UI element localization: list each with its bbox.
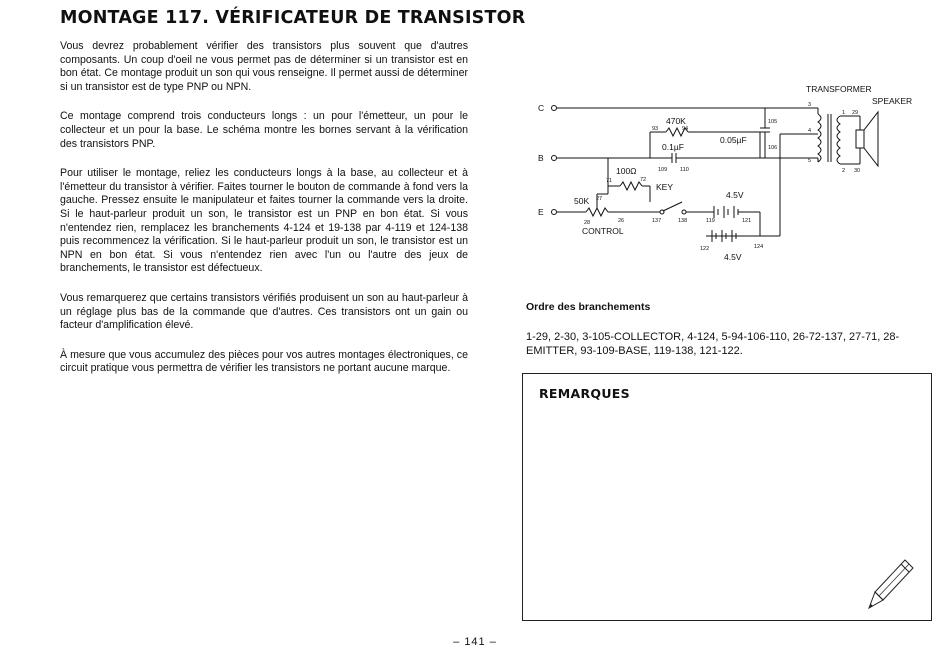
- key-label: KEY: [656, 182, 674, 192]
- terminal-105: 105: [768, 119, 778, 125]
- transformer-label: TRANSFORMER: [806, 84, 872, 94]
- terminal-26: 26: [618, 218, 625, 224]
- transformer-symbol: [814, 114, 860, 164]
- terminal-94: 94: [682, 126, 689, 132]
- speaker-label: SPEAKER: [872, 96, 913, 106]
- battery-1-icon: [706, 206, 744, 218]
- emitter-terminal: [552, 210, 557, 215]
- terminal-119: 119: [706, 218, 715, 224]
- paragraph-conclusion: À mesure que vous accumulez des pièces pour vos autres montages électroniques, ce circuit pratique vous permettra de vérifier les transistors ne portant aucune marque.: [60, 348, 468, 375]
- terminal-93: 93: [652, 126, 659, 132]
- connections-list: 1-29, 2-30, 3-105-COLLECTOR, 4-124, 5-94-106-110, 26-72-137, 27-71, 28-EMITTER, 93-109-BASE, 119-138, 121-122.: [526, 331, 900, 357]
- resistor-470k-label: 470K: [666, 116, 686, 126]
- base-terminal: [552, 156, 557, 161]
- collector-terminal: [552, 106, 557, 111]
- terminal-138: 138: [678, 218, 688, 224]
- circuit-schematic: [520, 76, 925, 291]
- control-potentiometer[interactable]: [586, 208, 608, 216]
- control-label: CONTROL: [582, 226, 624, 236]
- base-label: B: [538, 153, 544, 163]
- terminal-2: 2: [842, 168, 846, 174]
- notes-box: [522, 373, 932, 621]
- collector-label: C: [538, 103, 545, 113]
- resistor-100-ohm-label: 100Ω: [616, 166, 637, 176]
- paragraph-usage: Pour utiliser le montage, reliez les conducteurs longs à la base, au collecteur et à l'émetteur du transistor à vérifier. Faites tourner le bouton de commande à fond vers la gauche. Pressez ensuite le manipulateur et faites tourner la commande vers la droite. Si le haut-parleur produit un son, le transistor est un PNP en bon état. Si vous n'entendez rien, remplacez les branchements 4-124 et 19-138 par 4-119 et 124-138 puis recommencez la vérification. Si le haut-parleur produit un son, le transistor est un NPN en bon état. Si vous n'entendez rien avec l'un ou l'autre des jeux de branchements, le transistor est défectueux.: [60, 167, 468, 275]
- terminal-29: 29: [852, 110, 859, 116]
- terminal-27: 27: [596, 196, 603, 202]
- terminal-4: 4: [808, 128, 812, 134]
- terminal-124: 124: [754, 244, 764, 250]
- terminal-71: 71: [606, 178, 613, 184]
- paragraph-intro: Vous devrez probablement vérifier des transistors plus souvent que d'autres composants. Un coup d'oeil ne vous permet pas de déterminer si un transistor est en bon état. Ce montage produit un son qui vous renseigne. Il permet aussi de déterminer si un transistor est de type PNP ou NPN.: [60, 40, 468, 93]
- speaker-icon: [856, 112, 878, 166]
- capacitor-0-1uf-label: 0.1µF: [662, 142, 684, 152]
- pencil-icon: [865, 556, 917, 614]
- terminal-109: 109: [658, 167, 668, 173]
- key-switch[interactable]: [663, 202, 682, 211]
- terminal-5: 5: [808, 158, 812, 164]
- terminal-1: 1: [842, 110, 846, 116]
- terminal-72: 72: [640, 177, 647, 183]
- terminal-137: 137: [652, 218, 662, 224]
- page-number: – 141 –: [453, 636, 497, 648]
- terminal-30: 30: [854, 168, 861, 174]
- instructions-column: [60, 40, 468, 392]
- connections-heading: Ordre des branchements: [526, 301, 651, 313]
- resistor-100-ohm: [620, 182, 642, 190]
- terminal-106: 106: [768, 145, 778, 151]
- terminal-122: 122: [700, 246, 710, 252]
- notes-heading: REMARQUES: [539, 386, 630, 401]
- terminal-121: 121: [742, 218, 752, 224]
- battery-2-voltage: 4.5V: [724, 252, 742, 262]
- battery-1-voltage: 4.5V: [726, 190, 744, 200]
- capacitor-0-05uf-label: 0.05µF: [720, 135, 747, 145]
- emitter-label: E: [538, 207, 544, 217]
- terminal-3: 3: [808, 102, 812, 108]
- paragraph-gain: Vous remarquerez que certains transistors vérifiés produisent un son au haut-parleur à un réglage plus bas de la commande que d'autres. Ces transistors ont un gain ou facteur d'amplification élevé.: [60, 291, 468, 332]
- page-title: MONTAGE 117. VÉRIFICATEUR DE TRANSISTOR: [60, 8, 526, 28]
- paragraph-description: Ce montage comprend trois conducteurs longs : un pour l'émetteur, un pour le collecteur et un pour la base. Le schéma montre les bornes servant à la vérification des transistors PNP.: [60, 110, 468, 150]
- terminal-28: 28: [584, 220, 591, 226]
- potentiometer-50k-label: 50K: [574, 196, 590, 206]
- terminal-110: 110: [680, 167, 689, 173]
